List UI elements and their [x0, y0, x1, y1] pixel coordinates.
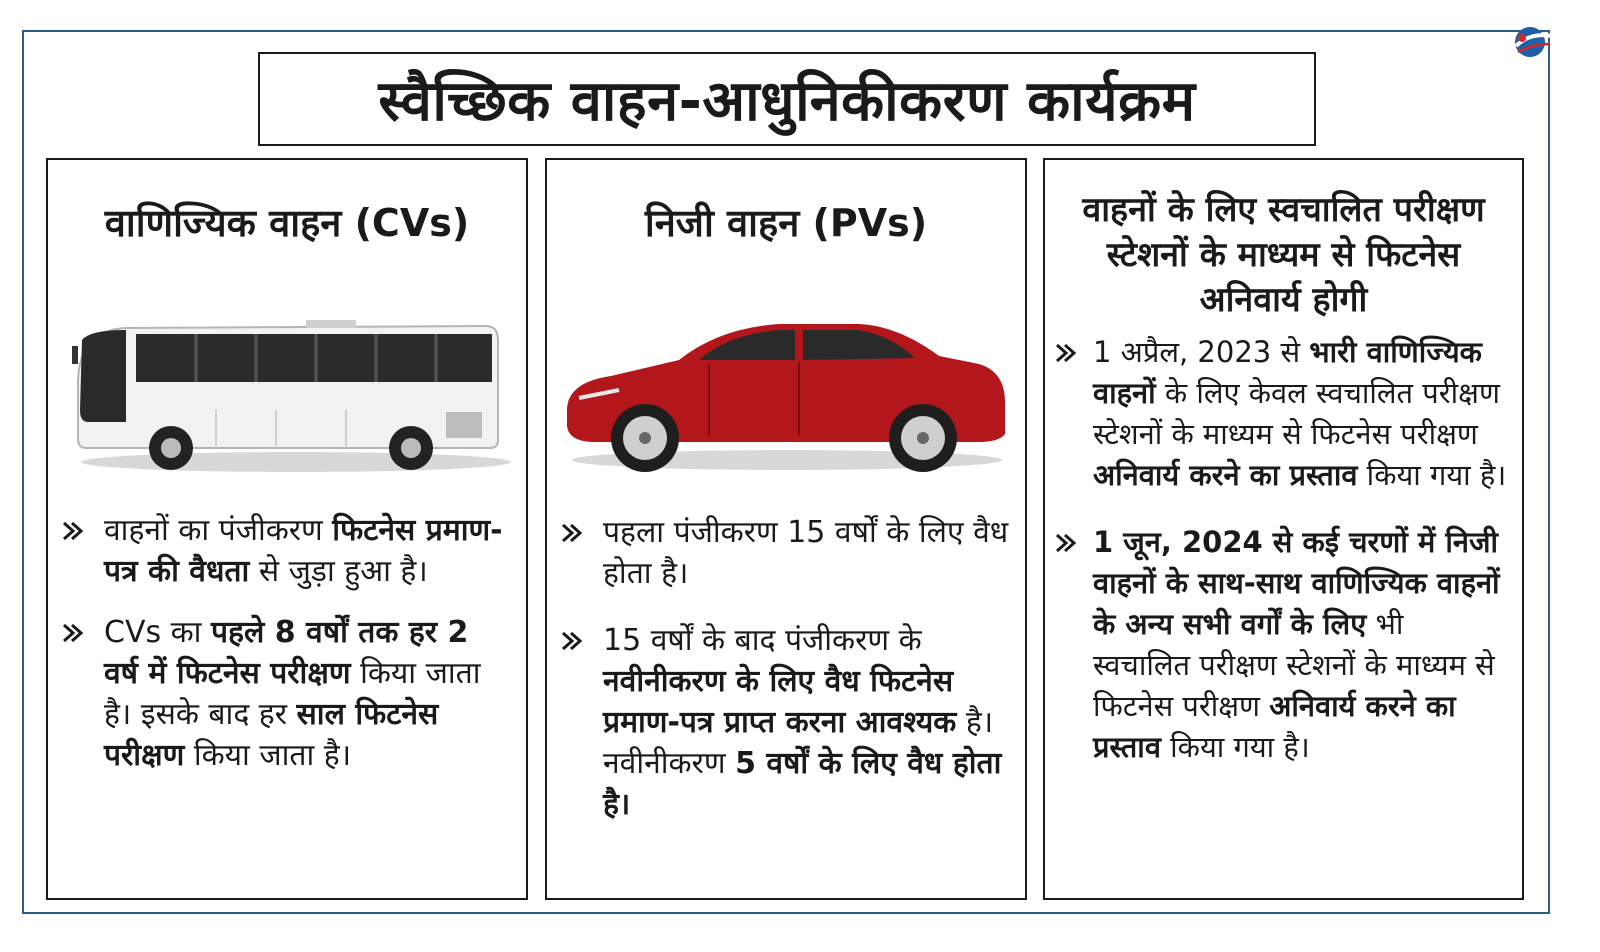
list-item-text: 1 जून, 2024 से कई चरणों में निजी वाहनों के साथ-साथ वाणिज्यिक वाहनों के अन्य सभी वर्गों के लिए भी स्वचालित परीक्षण स्टेशनों के माध्यम से फिटनेस परीक्षण अनिवार्य करने का प्रस्ताव किया गया है।	[1093, 525, 1500, 764]
column-commercial-vehicles	[46, 158, 528, 900]
list-item	[1045, 332, 1522, 496]
list-item	[48, 510, 526, 592]
column-automated-testing	[1043, 158, 1524, 900]
double-chevron-arrow-icon	[62, 520, 86, 542]
globe-logo-icon	[1510, 22, 1554, 62]
column-heading: वाहनों के लिए स्वचालित परीक्षण स्टेशनों के माध्यम से फिटनेस अनिवार्य होगी	[1082, 190, 1485, 320]
list-item	[547, 620, 1025, 825]
bullet-list	[547, 512, 1025, 845]
list-item-text: 1 अप्रैल, 2023 से भारी वाणिज्यिक वाहनों के लिए केवल स्वचालित परीक्षण स्टेशनों के माध्यम से फिटनेस परीक्षण अनिवार्य करने का प्रस्ताव किया गया है।	[1093, 335, 1507, 492]
list-item	[48, 612, 526, 776]
list-item-text: वाहनों का पंजीकरण फिटनेस प्रमाण-पत्र की वैधता से जुड़ा हुआ है।	[104, 513, 503, 589]
title-box	[258, 52, 1316, 146]
list-item-text: पहला पंजीकरण 15 वर्षों के लिए वैध होता है।	[603, 515, 1009, 591]
double-chevron-arrow-icon	[1055, 342, 1079, 364]
list-item	[547, 512, 1025, 594]
double-chevron-arrow-icon	[561, 522, 585, 544]
bullet-list	[1045, 332, 1522, 794]
page-title: स्वैच्छिक वाहन-आधुनिकीकरण कार्यक्रम	[378, 69, 1196, 134]
double-chevron-arrow-icon	[62, 622, 86, 644]
bus-image	[66, 310, 516, 480]
list-item-text: CVs का पहले 8 वर्षों तक हर 2 वर्ष में फिटनेस परीक्षण किया जाता है। इसके बाद हर साल फिटनेस परीक्षण किया जाता है।	[104, 615, 481, 773]
car-image	[559, 298, 1015, 478]
double-chevron-arrow-icon	[1055, 532, 1079, 554]
column-heading: वाणिज्यिक वाहन (CVs)	[104, 201, 470, 245]
list-item	[1045, 522, 1522, 768]
list-item-text: 15 वर्षों के बाद पंजीकरण के नवीनीकरण के लिए वैध फिटनेस प्रमाण-पत्र प्राप्त करना आवश्यक है। नवीनीकरण 5 वर्षों के लिए वैध होता है।	[603, 623, 1002, 822]
column-private-vehicles	[545, 158, 1027, 900]
double-chevron-arrow-icon	[561, 630, 585, 652]
column-heading: निजी वाहन (PVs)	[644, 201, 928, 245]
bullet-list	[48, 510, 526, 796]
